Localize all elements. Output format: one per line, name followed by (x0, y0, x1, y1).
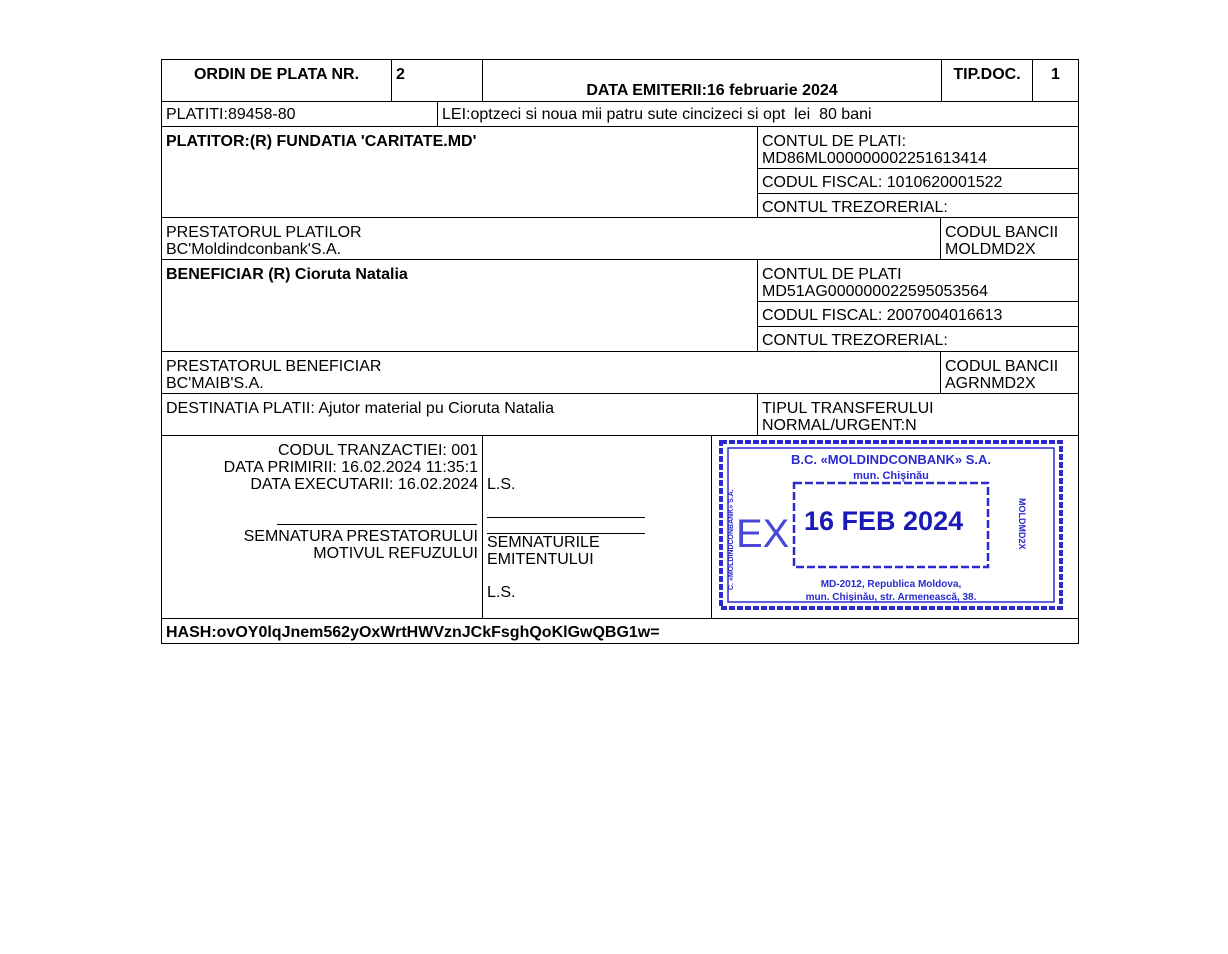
doc-type-label-cell (941, 59, 1033, 102)
beneficiary-fiscal-code-cell (757, 301, 1079, 327)
beneficiary-treasury: CONTUL TREZORERIAL: (762, 332, 948, 349)
payer-bank-cell (161, 217, 941, 260)
beneficiary-bank-code-label: CODUL BANCII (945, 358, 1059, 375)
amount-words: LEI:optzeci si noua mii patru sute cincizeci si opt lei 80 bani (442, 106, 872, 123)
payer-bank-code-label: CODUL BANCII (945, 224, 1059, 241)
issue-date-cell (482, 59, 942, 102)
hash-cell (161, 618, 1079, 644)
hash: HASH:ovOY0lqJnem562yOxWrtHWVznJCkFsghQoKlGwQBG1w= (166, 624, 660, 641)
issuer-signatures-2: EMITENTULUI (487, 551, 594, 568)
beneficiary-account-cell (757, 259, 1079, 302)
payment-purpose-cell (161, 393, 758, 436)
issue-date: DATA EMITERII:16 februarie 2024 (586, 82, 838, 99)
stamp-bank-name: B.C. «MOLDINDCONBANK» S.A. (790, 452, 992, 467)
stamp-address-1: MD-2012, Republica Moldova, (820, 579, 962, 590)
amount-words-cell (437, 101, 1079, 127)
payer-bank-label: PRESTATORUL PLATILOR (166, 224, 362, 241)
payer-treasury-cell (757, 193, 1079, 218)
order-title-cell (161, 59, 392, 102)
order-number-cell (391, 59, 483, 102)
beneficiary-fiscal-code: CODUL FISCAL: 2007004016613 (762, 307, 1003, 324)
bank-stamp (719, 440, 1063, 610)
payer-treasury: CONTUL TREZORERIAL: (762, 199, 948, 216)
provider-signature-line (277, 524, 477, 525)
amount-digits: PLATITI:89458-80 (166, 106, 296, 123)
payer-bank-name: BC'Moldindconbank'S.A. (166, 241, 342, 258)
ls-top: L.S. (487, 476, 516, 493)
payment-purpose: DESTINATIA PLATII: Ajutor material pu Cioruta Natalia (166, 400, 554, 417)
transfer-type-label: TIPUL TRANSFERULUI (762, 400, 934, 417)
transfer-type-value: NORMAL/URGENT:N (762, 417, 917, 434)
amount-digits-cell (161, 101, 438, 127)
doc-type-label: TIP.DOC. (953, 66, 1021, 83)
payer-name: PLATITOR:(R) FUNDATIA 'CARITATE.MD' (166, 133, 477, 150)
ls-bottom: L.S. (487, 584, 516, 601)
stamp-side-text: C. «MOLDINDCONBANK» S.A. (728, 489, 735, 590)
payer-account-label: CONTUL DE PLATI: (762, 133, 907, 150)
beneficiary-name: BENEFICIAR (R) Cioruta Natalia (166, 266, 408, 283)
provider-signature: SEMNATURA PRESTATORULUI (243, 528, 478, 545)
executed-date: DATA EXECUTARII: 16.02.2024 (250, 476, 478, 493)
doc-type-value: 1 (1051, 66, 1060, 83)
issuer-signatures-1: SEMNATURILE (487, 534, 600, 551)
beneficiary-account-label: CONTUL DE PLATI (762, 266, 902, 283)
stamp-side-code: MOLDMD2X (1017, 498, 1027, 550)
beneficiary-bank-cell (161, 351, 941, 394)
refusal-reason: MOTIVUL REFUZULUI (313, 545, 478, 562)
stamp-date: 16 FEB 2024 (804, 506, 964, 536)
order-number: 2 (396, 66, 405, 83)
beneficiary-treasury-cell (757, 326, 1079, 352)
payer-bank-code-cell (940, 217, 1079, 260)
payer-bank-code: MOLDMD2X (945, 241, 1036, 258)
beneficiary-bank-name: BC'MAIB'S.A. (166, 375, 264, 392)
beneficiary-bank-code-cell (940, 351, 1079, 394)
beneficiary-bank-code: AGRNMD2X (945, 375, 1036, 392)
stamp-city: mun. Chişinău (853, 470, 929, 482)
processing-cell (161, 435, 483, 619)
beneficiary-bank-label: PRESTATORUL BENEFICIAR (166, 358, 382, 375)
payer-fiscal-code: CODUL FISCAL: 1010620001522 (762, 174, 1003, 191)
payer-name-cell (161, 126, 758, 218)
order-title: ORDIN DE PLATA NR. (193, 66, 360, 83)
payment-order-form (161, 59, 1079, 644)
stamp-address-2: mun. Chişinău, str. Armenească, 38. (805, 592, 977, 603)
beneficiary-name-cell (161, 259, 758, 352)
signatures-cell (482, 435, 712, 619)
doc-type-value-cell (1032, 59, 1079, 102)
stamp-prefix: EX (736, 512, 790, 556)
received-date: DATA PRIMIRII: 16.02.2024 11:35:1 (223, 459, 478, 476)
transfer-type-cell (757, 393, 1079, 436)
payer-account: MD86ML000000002251613414 (762, 150, 988, 167)
beneficiary-account: MD51AG000000022595053564 (762, 283, 988, 300)
payer-fiscal-code-cell (757, 168, 1079, 194)
payer-account-cell (757, 126, 1079, 169)
transaction-code: CODUL TRANZACTIEI: 001 (277, 442, 478, 459)
